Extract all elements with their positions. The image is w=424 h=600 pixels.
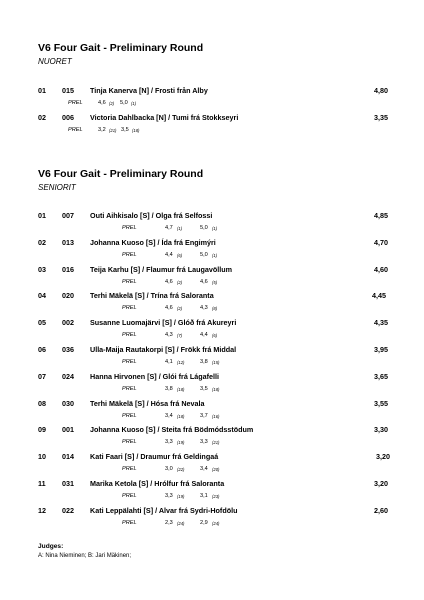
prel-row — [0, 386, 424, 396]
rider-horse: Teija Karhu [S] / Flaumur frá Laugavöllum — [90, 264, 233, 274]
place: 02 — [38, 237, 46, 247]
judge-a-score: 4,6 — [165, 305, 173, 312]
section-subtitle: NUORET — [38, 57, 72, 66]
rider-horse: Johanna Kuoso [S] / Ída frá Engimýri — [90, 237, 216, 247]
prel-label: PREL — [122, 519, 137, 526]
result-row — [0, 372, 424, 384]
start-number: 006 — [62, 113, 74, 122]
prel-row — [0, 279, 424, 289]
judge-a-rank: (18) — [177, 413, 185, 419]
place: 09 — [38, 425, 46, 435]
prel-row — [0, 520, 424, 530]
judge-a-score: 4,7 — [165, 225, 173, 231]
prel-label: PREL — [122, 332, 137, 339]
judge-b-rank: (15) — [212, 360, 220, 365]
judge-b-rank: (23) — [212, 494, 220, 499]
judge-a-rank: (2) — [177, 279, 183, 285]
place: 11 — [38, 479, 46, 488]
prel-row — [0, 127, 424, 137]
start-number: 020 — [62, 291, 74, 301]
judge-b-score: 3,1 — [200, 493, 208, 499]
judge-b-score: 4,4 — [200, 332, 208, 339]
result-row — [0, 113, 424, 125]
place: 12 — [38, 505, 46, 515]
final-score: 3,20 — [376, 452, 390, 462]
judge-b-score: 3,5 — [200, 385, 208, 392]
judge-b-score: 3,7 — [200, 412, 208, 419]
rider-horse: Outi Aihkisalo [S] / Olga frá Selfossi — [90, 211, 213, 220]
start-number: 031 — [62, 479, 74, 488]
section-subtitle: SENIORIT — [38, 183, 76, 192]
final-score: 2,60 — [374, 505, 388, 515]
prel-label: PREL — [122, 466, 137, 473]
judge-b-score: 3,5 — [121, 127, 129, 133]
judge-b-score: 3,3 — [200, 439, 208, 446]
judge-a-score: 4,6 — [98, 100, 106, 106]
judge-b-score: 5,0 — [200, 225, 208, 231]
judge-b-rank: (1) — [212, 252, 218, 258]
judge-b-score: 3,8 — [200, 359, 208, 365]
judge-b-score: 3,4 — [200, 466, 208, 473]
judge-a-rank: (24) — [177, 520, 185, 526]
start-number: 024 — [62, 371, 74, 381]
prel-row — [0, 225, 424, 235]
judge-b-rank: (6) — [212, 333, 218, 339]
judge-a-rank: (19) — [177, 440, 185, 446]
final-score: 3,30 — [374, 425, 388, 435]
start-number: 022 — [62, 505, 74, 515]
rider-horse: Johanna Kuoso [S] / Steita frá Bödmódsstödum — [90, 425, 254, 435]
judge-a-rank: (12) — [177, 360, 185, 365]
judge-a-score: 4,1 — [165, 359, 173, 365]
judge-a-rank: (21) — [109, 128, 117, 133]
judges-list: A: Nina Nieminen; B: Jari Mäkinen; — [38, 553, 132, 559]
place: 05 — [38, 318, 46, 328]
result-row — [0, 479, 424, 491]
judge-a-score: 2,3 — [165, 519, 173, 526]
place: 02 — [38, 113, 46, 122]
start-number: 016 — [62, 264, 74, 274]
place: 10 — [38, 452, 46, 462]
result-row — [0, 291, 424, 303]
rider-horse: Marika Ketola [S] / Hrólfur frá Saloranta — [90, 479, 225, 488]
judge-a-rank: (2) — [109, 101, 115, 106]
section-title: V6 Four Gait - Preliminary Round — [38, 42, 204, 54]
prel-label: PREL — [122, 225, 137, 231]
judge-b-rank: (8) — [212, 306, 218, 312]
judge-a-rank: (1) — [177, 226, 183, 231]
prel-label: PREL — [122, 439, 137, 446]
start-number: 001 — [62, 425, 74, 435]
judge-a-score: 3,3 — [165, 439, 173, 446]
result-row — [0, 211, 424, 223]
final-score: 3,95 — [374, 345, 388, 354]
judge-b-score: 4,6 — [200, 278, 208, 285]
prel-row — [0, 305, 424, 315]
judge-a-score: 4,4 — [165, 251, 173, 258]
place: 01 — [38, 211, 46, 220]
start-number: 030 — [62, 398, 74, 408]
judge-a-score: 3,3 — [165, 493, 173, 499]
judge-b-rank: (18) — [132, 128, 140, 133]
judge-b-rank: (20) — [212, 467, 220, 473]
judge-b-score: 5,0 — [200, 251, 208, 258]
prel-label: PREL — [122, 385, 137, 392]
result-row — [0, 86, 424, 98]
rider-horse: Ulla-Maija Rautakorpi [S] / Frökk frá Middal — [90, 345, 237, 354]
judge-a-score: 4,3 — [165, 332, 173, 339]
judge-a-rank: (7) — [177, 333, 183, 339]
prel-row — [0, 332, 424, 342]
start-number: 014 — [62, 452, 74, 462]
judge-b-score: 5,0 — [120, 100, 128, 106]
rider-horse: Susanne Luomajärvi [S] / Glóð frá Akureyri — [90, 318, 237, 328]
judge-b-rank: (1) — [212, 226, 218, 231]
result-row — [0, 425, 424, 437]
judge-b-rank: (1) — [131, 101, 137, 106]
prel-label: PREL — [122, 359, 137, 365]
start-number: 002 — [62, 318, 74, 328]
prel-row — [0, 439, 424, 449]
result-row — [0, 265, 424, 277]
place: 08 — [38, 398, 46, 408]
place: 07 — [38, 371, 46, 381]
judge-a-score: 3,2 — [98, 127, 106, 133]
rider-horse: Victoria Dahlbacka [N] / Tumi frá Stokkseyri — [90, 113, 239, 122]
prel-label: PREL — [122, 412, 137, 419]
final-score: 3,20 — [374, 479, 388, 488]
rider-horse: Tinja Kanerva [N] / Frosti från Alby — [90, 86, 208, 95]
prel-row — [0, 493, 424, 503]
place: 06 — [38, 345, 46, 354]
rider-horse: Kati Leppälahti [S] / Alvar frá Sydri-Hofdölu — [90, 505, 238, 515]
judges-heading: Judges: — [38, 543, 64, 550]
judge-b-rank: (5) — [212, 279, 218, 285]
judge-a-score: 3,0 — [165, 466, 173, 473]
result-row — [0, 399, 424, 411]
final-score: 4,70 — [374, 237, 388, 247]
judge-a-rank: (18) — [177, 386, 185, 392]
result-row — [0, 506, 424, 518]
start-number: 015 — [62, 86, 74, 95]
prel-label: PREL — [122, 305, 137, 312]
rider-horse: Hanna Hirvonen [S] / Glói frá Lágafelli — [90, 371, 219, 381]
judge-a-rank: (2) — [177, 306, 183, 312]
judge-b-score: 4,3 — [200, 305, 208, 312]
prel-row — [0, 100, 424, 110]
prel-row — [0, 413, 424, 423]
prel-label: PREL — [122, 251, 137, 258]
final-score: 3,55 — [374, 398, 388, 408]
judge-b-score: 2,9 — [200, 519, 208, 526]
final-score: 4,45 — [372, 291, 386, 301]
judge-a-rank: (6) — [177, 252, 183, 258]
judge-a-rank: (22) — [177, 467, 185, 473]
judge-a-score: 4,6 — [165, 278, 173, 285]
judge-a-score: 3,4 — [165, 412, 173, 419]
start-number: 007 — [62, 211, 74, 220]
prel-label: PREL — [68, 127, 83, 133]
rider-horse: Terhi Mäkelä [S] / Trína frá Saloranta — [90, 291, 214, 301]
final-score: 3,35 — [374, 113, 388, 122]
judge-b-rank: (16) — [212, 413, 220, 419]
final-score: 4,35 — [374, 318, 388, 328]
final-score: 4,85 — [374, 211, 388, 220]
rider-horse: Kati Faari [S] / Draumur frá Geldingaá — [90, 452, 219, 462]
prel-row — [0, 466, 424, 476]
start-number: 036 — [62, 345, 74, 354]
judge-b-rank: (21) — [212, 440, 220, 446]
prel-label: PREL — [68, 100, 83, 106]
judge-a-score: 3,8 — [165, 385, 173, 392]
judge-a-rank: (19) — [177, 494, 185, 499]
result-row — [0, 238, 424, 250]
final-score: 4,60 — [374, 264, 388, 274]
result-row — [0, 452, 424, 464]
judge-b-rank: (18) — [212, 386, 220, 392]
place: 01 — [38, 86, 46, 95]
final-score: 3,65 — [374, 371, 388, 381]
prel-row — [0, 252, 424, 262]
final-score: 4,80 — [374, 86, 388, 95]
start-number: 013 — [62, 237, 74, 247]
prel-label: PREL — [122, 278, 137, 285]
place: 04 — [38, 291, 46, 301]
result-row — [0, 345, 424, 357]
prel-label: PREL — [122, 493, 137, 499]
place: 03 — [38, 264, 46, 274]
prel-row — [0, 359, 424, 369]
result-row — [0, 318, 424, 330]
rider-horse: Terhi Mäkelä [S] / Hósa frá Nevala — [90, 398, 205, 408]
section-title: V6 Four Gait - Preliminary Round — [38, 168, 204, 180]
judge-b-rank: (24) — [212, 520, 220, 526]
